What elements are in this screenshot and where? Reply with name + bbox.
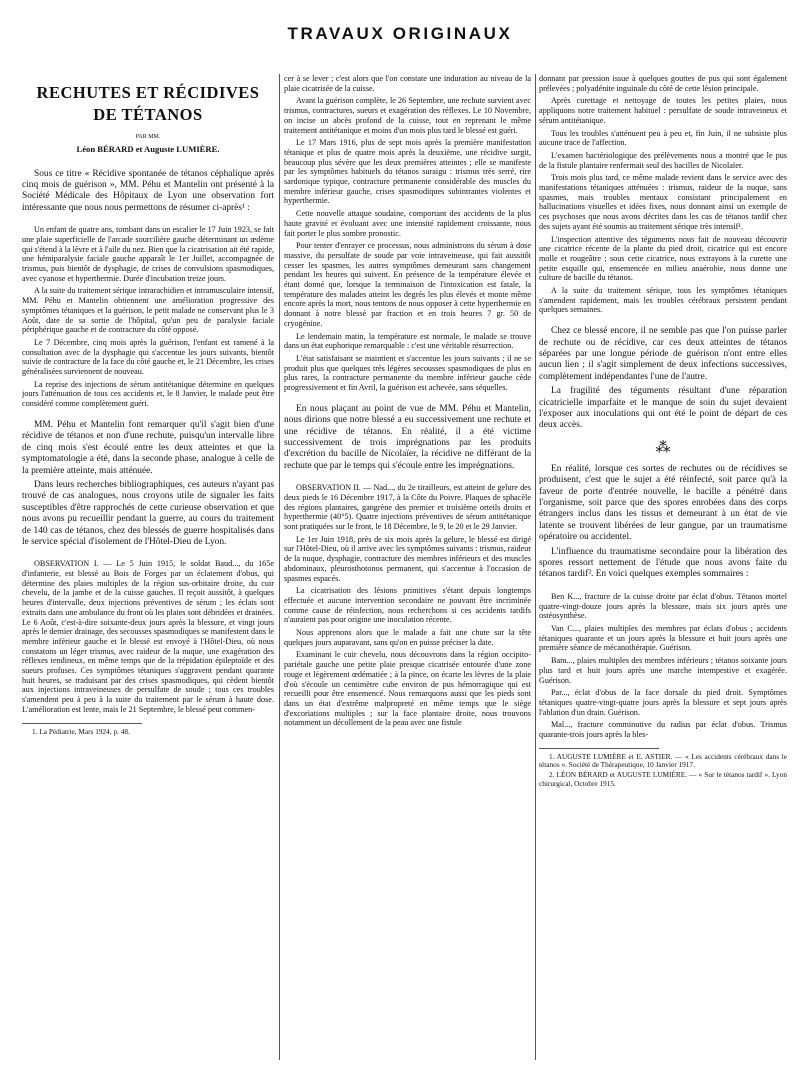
article-title: [22, 82, 274, 126]
paragraph: Chez ce blessé encore, il ne semble pas que l'on puisse parler de rechute ou de récidive, car ces deux atteintes de tétanos séparées par une longue période de guérison n'ont entre elles aucun lien ; il s'agit simplement de deux infections successives, complètement indépendantes l'une de l'autre.: [539, 326, 787, 382]
byline-par: PAR MM.: [135, 134, 161, 140]
section-separator-asterism: ⁂: [655, 439, 671, 456]
case-paragraph: Van C..., plaies multiples des membres par éclats d'obus ; accidents tétaniques quarante et un jours après la blessure et huit jours après une première séance de mécanothérapie. Guérison.: [539, 624, 787, 653]
column-3: [539, 74, 787, 789]
paragraph: Tous les troubles s'atténuent peu à peu et, fin Juin, il ne subsiste plus aucune trace de l'affection.: [539, 128, 787, 148]
paragraph: Avant la guérison complète, le 26 Septembre, une rechute survient avec trismus, contractures, sueurs et exagération des réflexes. Le 10 Novembre, on incise un abcès profond de la cuisse, tout en reprenant le même traitement antitétanique et moins d'un mois plus tard le blessé est guéri.: [284, 96, 531, 135]
paragraph: La cicatrisation des lésions primitives s'étant depuis longtemps effectuée et aucune intervention secondaire ne pouvant être incriminée comme cause de réinfection, nous recherchons si ces accidents tardifs n'auraient pas pour origine une inoculation récente.: [284, 586, 531, 625]
paragraph: Le lendemain matin, la température est normale, le malade se trouve dans un état euphorique remarquable : c'est une véritable résurrection.: [284, 331, 531, 351]
paragraph: Sous ce titre « Récidive spontanée de tétanos céphalique après cinq mois de guérison », MM. Péhu et Mantelin ont présenté à la Société Médicale des Hôpitaux de Lyon une observation fort intéressante que nous nous permettons de résumer ci-après¹ :: [22, 168, 274, 213]
column-1: [22, 74, 274, 737]
paragraph: L'état satisfaisant se maintient et s'accentue les jours suivants ; il ne se produit plus que quelques très légères secousses spasmodiques de plus en plus rares, la contracture permanente du membre inférieur gauche cède progressivement et fin Avril, la guérison est achevée, sans séquelles.: [284, 353, 531, 393]
article-title-line-2: DE TÉTANOS: [93, 105, 203, 124]
footnote: 2. LÉON BÉRARD et AUGUSTE LUMIÈRE. — « Sur le tétanos tardif ». Lyon chirurgical, Octobre 1915.: [539, 769, 787, 788]
observation-paragraph: OBSERVATION II. — Nad..., du 2e tirailleurs, est atteint de gelure des deux pieds le 16 Décembre 1917, à la Côte du Poivre. Plaques de sphacèle des régions plantaires, gangrène des premier et troisième orteils droits et hyperthermie (40°5). Quatre injections préventives de sérum antitétanique sont pratiquées sur le front, le 18 Décembre, le 9, le 20 et le 29 Janvier.: [284, 483, 531, 532]
column-divider: [535, 74, 536, 1060]
footnote: 1. La Pédiatrie, Mars 1924, p. 48.: [32, 726, 130, 736]
paragraph: Trois mois plus tard, ce même malade revient dans le service avec des manifestations tétaniques atténuées : trismus, raideur de la nuque, sans spasmes, mais troubles mentaux consistant principalement en hallucinations visuelles et idées fixes, nous donnant ainsi un exemple de ces psychoses que nous avons décrites dans les cas de tétanos tardif chez des sujets ayant été soumis au traitement sérique très intensif¹.: [539, 173, 787, 231]
paragraph: Pour tenter d'enrayer ce processus, nous administrons du sérum à dose massive, du persulfate de soude par voie intraveineuse, qui fait aussitôt cesser les spasmes, les autres symptômes demeurant sans changement pendant les heures qui suivent. En présence de la température élevée et étant donné que, lorsque la terminaison de l'intoxication est fatale, la température des malades atteint les degrés les plus élevés et monte même encore après la mort, nous tentons de nous opposer à cette hyperthermie en donnant à notre blessé par fraction et en trois heures 7 gr. 50 de cryogénine.: [284, 241, 531, 328]
paragraph: MM. Péhu et Mantelin font remarquer qu'il s'agit bien d'une récidive de tétanos et non d'une rechute, puisqu'un intervalle libre de cinq mois s'est écoulé entre les deux atteintes et que la symptomatologie a été, dans la seconde phase, analogue à celle de la première atteinte, mais atténuée.: [22, 419, 274, 476]
paragraph: Nous apprenons alors que le malade a fait une chute sur la tête quelques jours auparavant, sans qu'on en puisse préciser la date.: [284, 628, 531, 647]
paragraph: Un enfant de quatre ans, tombant dans un escalier le 17 Juin 1923, se fait une plaie superficielle de l'arcade sourcilière gauche déterminant un œdème qui s'étend à la lèvre et à l'aile du nez. Bien que la cicatrisation ait été rapide, une hémiparalysie faciale gauche apparaît le 1er Juillet, accompagnée de trismus, puis bientôt de dysphagie, de crises de convulsions spasmodiques, avec cyanose et hyperthermie. Durée d'incubation treize jours.: [22, 225, 274, 283]
paragraph: A la suite du traitement sérique, tous les symptômes tétaniques s'amendent rapidement, mais les troubles cérébraux persistent pendant quelques semaines.: [539, 286, 787, 315]
paragraph: En réalité, lorsque ces sortes de rechutes ou de récidives se produisent, c'est que le sujet a été réinfecté, soit parce qu'à la faveur de porte d'entrée nouvelle, le bacille a pénétré dans l'organisme, soit parce que des spores enrobées dans des corps étrangers inclus dans les tissus et demeurant à un état de vie latente se trouvent libérées de leur gangue, par un traumatisme opératoire ou accidentel.: [539, 463, 787, 543]
footnote: 1. AUGUSTE LUMIÈRE et E. ASTIER. — « Les accidents cérébraux dans le tétanos ». Société de Thérapeutique, 10 Janvier 1917.: [539, 751, 787, 770]
paragraph: Examinant le cuir chevelu, nous découvrons dans la région occipito-pariétale gauche une petite plaie presque cicatrisée entourée d'une zone rouge et légèrement œdématiée ; à la pince, on écarte les lèvres de la plaie d'où s'écoule un centimètre cube environ de pus hémorragique qui est recueilli pour être ensemencé. Nous remarquons aussi que les pieds sont dans un état d'extrême malpropreté en même temps que le siège d'excoriations multiples ; sur la face plantaire droite, nous trouvons notamment un décollement de la peau avec une fistule: [284, 650, 531, 728]
column-2: [284, 74, 531, 731]
paragraph: donnant par pression issue à quelques gouttes de pus qui sont également prélevées ; polyadénite inguinale du côté de cette lésion principale.: [539, 74, 787, 93]
footnote-rule: [539, 748, 659, 749]
paragraph: L'examen bactériologique des prélèvements nous a montré que le pus de la fistule plantaire renfermait seul des bacilles de Nicolaïer.: [539, 150, 787, 170]
running-header: TRAVAUX ORIGINAUX: [287, 24, 513, 43]
case-paragraph: Mal..., fracture comminutive du radius par éclat d'obus. Trismus quarante-trois jours après la bles-: [539, 720, 787, 740]
observation-paragraph: OBSERVATION I. — Le 5 Juin 1915, le soldat Baud..., du 165e d'infanterie, est blessé au Bois de Forges par un éclatement d'obus, qui détermine des plaies multiples de la région sus-orbitaire droite, du cuir chevelu, de la jambe et de la cuisse gauches. Il reçoit aussitôt, à quelques heures d'intervalle, deux injections préventives de sérum ; les éclats sont extraits dans une ambulance du front où les plaies sont débridées et drainées. Le 6 Août, c'est-à-dire soixante-deux jours après la blessure, et vingt jours après le dernier drainage, des secousses spasmodiques se manifestent dans le membre inférieur gauche et le blessé est envoyé à l'Hôtel-Dieu, où nous constatons un léger trismus, avec raideur de la nuque, une exagération des réflexes tendineux, en même temps que de la trépidation épileptoïde et des sueurs profuses. Ces symptômes tétaniques s'aggravent pendant quarante huit heures, se traduisant par des crises spasmodiques, qui cèdent bientôt aux injections intraveineuses de persulfate de soude ; tous ces troubles s'amendent peu à peu à la suite du traitement par le sérum à haute dose. L'amélioration est lente, mais le 21 Septembre, le blessé peut commen-: [22, 559, 274, 714]
authors: Léon BÉRARD et Auguste LUMIÈRE.: [76, 144, 220, 155]
article-title-line-1: RECHUTES ET RÉCIDIVES: [36, 83, 260, 102]
case-paragraph: Par..., éclat d'obus de la face dorsale du pied droit. Symptômes tétaniques quatre-vingt-quatre jours après la blessure et sept jours après l'ablation d'un drain. Guérison.: [539, 688, 787, 717]
paragraph: L'inspection attentive des téguments nous fait de nouveau découvrir une cicatrice récente de la plante du pied droit, cicatrice qui est encore molle et rougeâtre ; sous cette cicatrice, nous extrayons à la curette une petite esquille qui, ensemencée en milieu anaérobie, nous donne une culture de bacille du tétanos.: [539, 234, 787, 283]
paragraph: La reprise des injections de sérum antitétanique détermine en quelques jours l'atténuation de tous ces accidents et, le 8 Janvier, le malade peut être considéré comme complètement guéri.: [22, 379, 274, 409]
paragraph: cer à se lever ; c'est alors que l'on constate une induration au niveau de la plaie cicatrisée de la cuisse.: [284, 74, 531, 93]
case-paragraph: Ben K..., fracture de la cuisse droite par éclat d'obus. Tétanos mortel quatre-vingt-douze jours après la blessure, mais six jours après une ostéosynthèse.: [539, 591, 787, 621]
paragraph: La fragilité des téguments résultant d'une réparation cicatricielle imparfaite et le manque de soin du sujet devaient l'exposer aux inoculations qui ont été le point de départ de ces deux accès.: [539, 386, 787, 431]
paragraph: En nous plaçant au point de vue de MM. Péhu et Mantelin, nous dirions que notre blessé a eu successivement une rechute et une récidive de tétanos. En réalité, il a été victime successivement de trois imprégnations par les produits d'excrétion du bacille de Nicolaïer, la récidive ne différant de la rechute que par le temps qui s'écoule entre les imprégnations.: [284, 403, 531, 471]
paragraph: Cette nouvelle attaque soudaine, comportant des accidents de la plus haute gravité et évoluant avec une intensité rapidement croissante, nous fait porter le plus sombre pronostic.: [284, 209, 531, 238]
paragraph: Le 17 Mars 1916, plus de sept mois après la première manifestation tétanique et plus de quatre mois après la deuxième, une récidive surgit, beaucoup plus sévère que les deux premières atteintes ; elle se manifeste par les symptômes habituels du tétanos suraigu : trismus très serré, rire sardonique typique, contracture permanente considérable des muscles du membre inférieur gauche, crises spasmodiques subintrantes violentes et hyperthermie.: [284, 138, 531, 206]
paragraph: Après curettage et nettoyage de toutes les petites plaies, nous appliquons notre traitement habituel : persulfate de soude intraveineux et sérum antitétanique.: [539, 96, 787, 125]
column-divider: [279, 74, 280, 1060]
paragraph: Le 1er Juin 1918, près de six mois après la gelure, le blessé est dirigé sur l'Hôtel-Dieu, où il arrive avec les symptômes suivants : trismus, raideur de la nuque, dysphagie, contracture des membres inférieurs et des muscles abdominaux, pleurosthotonos permanent, qui s'accentue à l'occasion de spasmes espacés.: [284, 534, 531, 583]
paragraph: L'influence du traumatisme secondaire pour la libération des spores ressort nettement de l'étude que nous avons faite du tétanos tardif². En voici quelques exemples sommaires :: [539, 546, 787, 580]
footnote-rule: [22, 723, 142, 724]
paragraph: Le 7 Décembre, cinq mois après la guérison, l'enfant est ramené à la consultation avec de la dysphagie qui s'accentue les jours suivants, bientôt suivie de contracture de la face du côté gauche et, le 21 Décembre, les crises généralisées surviennent de nouveau.: [22, 337, 274, 377]
case-paragraph: Bam..., plaies multiples des membres inférieurs ; tétanos soixante jours plus tard et huit jours après une marche intempestive et exagérée. Guérison.: [539, 656, 787, 685]
paragraph: A la suite du traitement sérique intrarachidien et intramusculaire intensif, MM. Péhu et Mantelin obtiennent une amélioration progressive des symptômes tétaniques et la guérison, le petit malade ne conservant plus le 3 Août, date de sa sortie de l'hôpital, qu'un peu de paralysie faciale périphérique gauche et de contracture du côté opposé.: [22, 286, 274, 335]
paragraph: Dans leurs recherches bibliographiques, ces auteurs n'ayant pas trouvé de cas analogues, nous croyons utile de signaler les faits susceptibles d'être rapprochés de cette curieuse observation et que nous avons pu recueillir pendant la guerre, au cours du traitement de 140 cas de tétanos, chez des blessés de guerre hospitalisés dans le service spécial d'isolement de l'Hôtel-Dieu de Lyon.: [22, 479, 274, 547]
